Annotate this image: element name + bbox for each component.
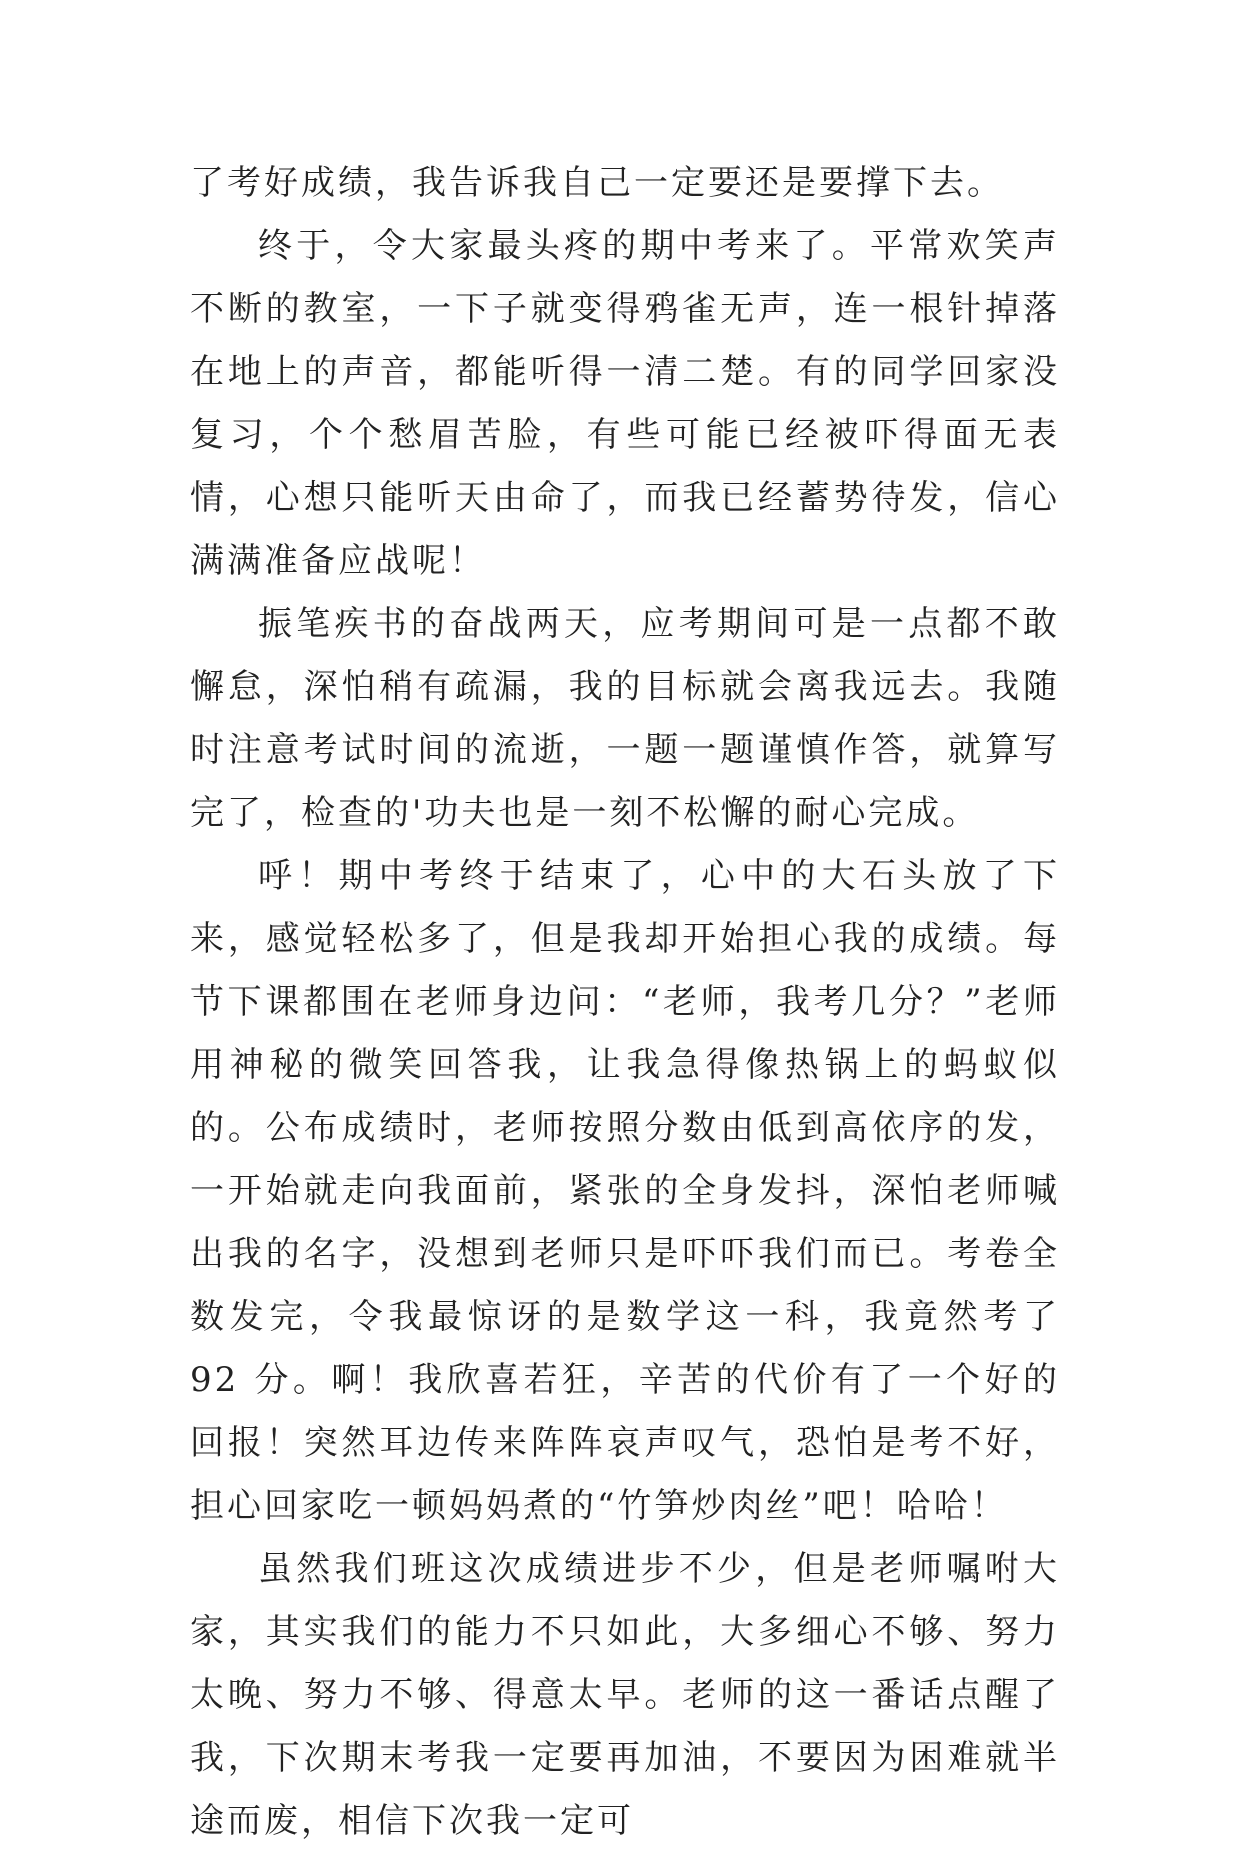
paragraph: 呼！期中考终于结束了，心中的大石头放了下来，感觉轻松多了，但是我却开始担心我的成绩。每节下课都围在老师身边问：“老师，我考几分？”老师用神秘的微笑回答我，让我急得像热锅上的蚂蚁似的。公布成绩时，老师按照分数由低到高依序的发，一开始就走向我面前，紧张的全身发抖，深怕老师喊出我的名字，没想到老师只是吓吓我们而已。考卷全数发完，令我最惊讶的是数学这一科，我竟然考了 92 分。啊！我欣喜若狂，辛苦的代价有了一个好的回报！突然耳边传来阵阵哀声叹气，恐怕是考不好，担心回家吃一顿妈妈煮的“竹笋炒肉丝”吧！哈哈！ [190, 856, 1060, 1526]
document-body [190, 152, 1060, 1853]
paragraph: 了考好成绩，我告诉我自己一定要还是要撑下去。 [190, 163, 1004, 203]
paragraph: 虽然我们班这次成绩进步不少，但是老师嘱咐大家，其实我们的能力不只如此，大多细心不够、努力太晚、努力不够、得意太早。老师的这一番话点醒了我，下次期末考我一定要再加油，不要因为困难就半途而废，相信下次我一定可 [190, 1549, 1060, 1841]
paragraph: 振笔疾书的奋战两天，应考期间可是一点都不敢懈怠，深怕稍有疏漏，我的目标就会离我远去。我随时注意考试时间的流逝，一题一题谨慎作答，就算写完了，检查的'功夫也是一刻不松懈的耐心完成。 [190, 604, 1060, 833]
paragraph: 终于，令大家最头疼的期中考来了。平常欢笑声不断的教室，一下子就变得鸦雀无声，连一根针掉落在地上的声音，都能听得一清二楚。有的同学回家没复习，个个愁眉苦脸，有些可能已经被吓得面无表情，心想只能听天由命了，而我已经蓄势待发，信心满满准备应战呢！ [190, 226, 1060, 581]
